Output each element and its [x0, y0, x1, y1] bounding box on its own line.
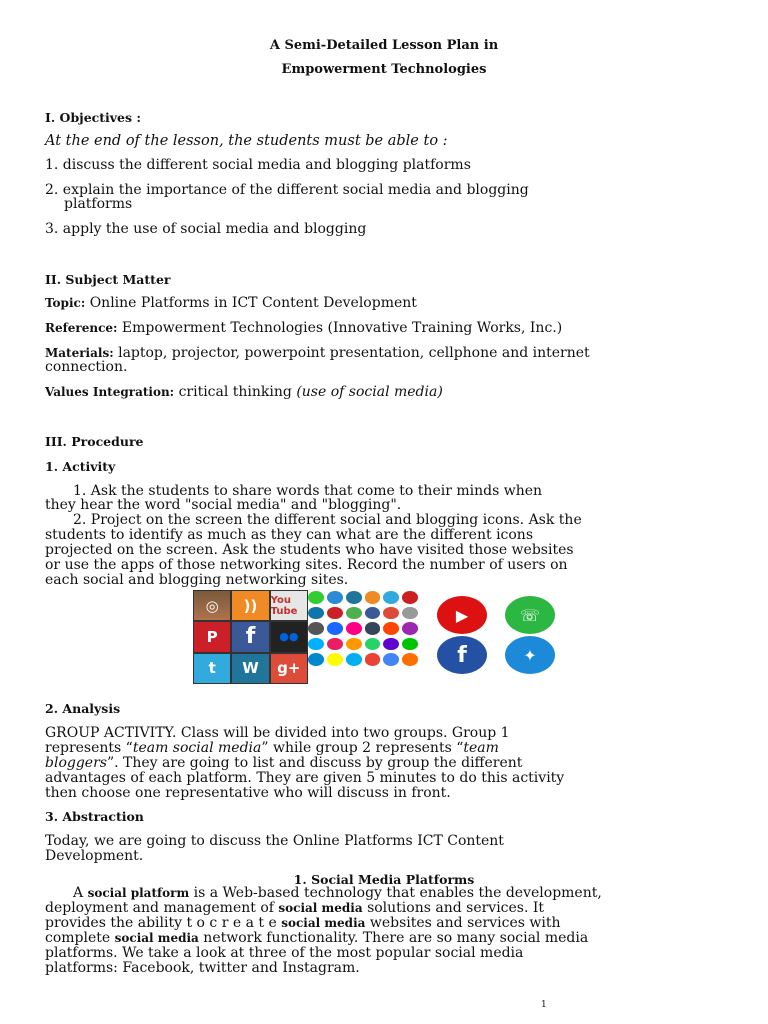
materials-label: Materials: — [45, 346, 114, 360]
para-bold: social media — [114, 931, 199, 945]
tumblr-icon — [365, 622, 381, 635]
analysis-italic: bloggers — [45, 755, 107, 771]
materials-value: laptop, projector, powerpoint presentation, cellphone and internet — [118, 345, 590, 361]
analysis-heading: 2. Analysis — [45, 701, 121, 716]
objective-item-2-cont: platforms — [64, 196, 133, 212]
reference-value: Empowerment Technologies (Innovative Training Works, Inc.) — [121, 320, 563, 336]
facebook-icon: f — [232, 622, 268, 651]
whatsapp-icon — [365, 638, 381, 651]
objectives-heading: I. Objectives : — [45, 110, 142, 125]
page-number: 1 — [541, 1000, 547, 1010]
abstraction-paragraph — [45, 886, 725, 901]
abstraction-line: Development. — [45, 848, 144, 864]
analysis-italic: team social media — [132, 740, 262, 756]
social-icons-grid-small — [307, 590, 419, 682]
youtube-icon: You Tube — [271, 591, 307, 620]
analysis-italic: team — [463, 740, 499, 756]
wordpress-icon — [346, 591, 362, 604]
digg-icon — [308, 622, 324, 635]
values-line — [45, 384, 443, 400]
social-media-platforms-heading: 1. Social Media Platforms — [293, 872, 475, 887]
snapchat-icon — [327, 653, 343, 666]
para-text: provides the ability t o c r e a t e — [45, 915, 277, 931]
facebook-icon — [365, 607, 381, 620]
blogger-icon — [346, 638, 362, 651]
googleplus-icon: g+ — [271, 654, 307, 683]
app-icon — [308, 638, 324, 651]
activity-line: 2. Project on the screen the different social and blogging icons. Ask the — [73, 512, 582, 528]
analysis-line: GROUP ACTIVITY. Class will be divided into two groups. Group 1 — [45, 725, 510, 741]
activity-line: they hear the word "social media" and "blogging". — [45, 497, 402, 513]
yahoo-icon — [383, 638, 399, 651]
topic-label: Topic: — [45, 296, 86, 310]
para-text: solutions and services. It — [367, 900, 545, 916]
abstraction-line: Today, we are going to discuss the Online Platforms ICT Content — [45, 833, 504, 849]
youtube-icon — [402, 591, 418, 604]
objectives-intro: At the end of the lesson, the students must be able to : — [45, 133, 448, 149]
line-icon — [402, 638, 418, 651]
flickr-icon: ●● — [271, 622, 307, 651]
behance-icon — [327, 622, 343, 635]
analysis-text: ”. They are going to list and discuss by group the different — [106, 755, 523, 771]
facebook-round-icon: f — [437, 636, 487, 674]
telegram-icon — [308, 653, 324, 666]
abstraction-paragraph — [45, 931, 725, 946]
activity-line: or use the apps of those networking sites. Record the number of users on — [45, 557, 568, 573]
twitter-icon — [383, 591, 399, 604]
para-bold: social media — [278, 901, 363, 915]
abstraction-paragraph — [45, 901, 725, 916]
topic-value: Online Platforms in ICT Content Development — [89, 295, 417, 311]
apple-icon — [402, 607, 418, 620]
para-text: is a Web-based technology that enables the development, — [193, 885, 602, 901]
document-title-line2: Empowerment Technologies — [281, 62, 487, 77]
linkedin-icon — [308, 607, 324, 620]
para-text: network functionality. There are so many social media — [203, 930, 589, 946]
app-icon — [402, 622, 418, 635]
activity-line: each social and blogging networking sites. — [45, 572, 349, 588]
skype-icon — [346, 653, 362, 666]
activity-line: projected on the screen. Ask the students who have visited those websites — [45, 542, 574, 558]
social-icons-grid-large — [193, 590, 308, 684]
reference-label: Reference: — [45, 321, 118, 335]
activity-line: 1. Ask the students to share words that come to their minds when — [73, 483, 543, 499]
abstraction-heading: 3. Abstraction — [45, 809, 144, 824]
pinterest-icon — [327, 607, 343, 620]
rss-icon — [365, 591, 381, 604]
topic-line — [45, 295, 417, 311]
abstraction-paragraph — [45, 916, 725, 931]
wordpress-icon: W — [232, 654, 268, 683]
dribbble-icon — [327, 638, 343, 651]
values-label: Values Integration: — [45, 385, 175, 399]
app-icon — [346, 607, 362, 620]
para-text: deployment and management of — [45, 900, 274, 916]
para-text: websites and services with — [369, 915, 561, 931]
abstraction-paragraph: platforms: Facebook, twitter and Instagram. — [45, 960, 360, 976]
rss-icon: )) — [232, 591, 268, 620]
reference-line — [45, 320, 562, 336]
objective-item-1: 1. discuss the different social media and blogging platforms — [45, 157, 471, 173]
analysis-line — [45, 755, 522, 771]
abstraction-paragraph: platforms. We take a look at three of the most popular social media — [45, 945, 524, 961]
values-value: critical thinking — [178, 384, 292, 400]
subject-heading: II. Subject Matter — [45, 272, 171, 287]
materials-line-cont: connection. — [45, 359, 128, 375]
para-text: complete — [45, 930, 111, 946]
instagram-icon: ◎ — [194, 591, 230, 620]
analysis-line: advantages of each platform. They are given 5 minutes to do this activity — [45, 770, 565, 786]
twitter-icon: t — [194, 654, 230, 683]
twitter-round-icon: ✦ — [505, 636, 555, 674]
app-icon — [402, 653, 418, 666]
googleplus-icon — [383, 607, 399, 620]
para-text: A — [73, 885, 84, 901]
app-icon — [383, 653, 399, 666]
analysis-line: then choose one representative who will discuss in front. — [45, 785, 451, 801]
whatsapp-round-icon: ☏ — [505, 596, 555, 634]
analysis-text: represents “ — [45, 740, 133, 756]
app-icon — [308, 591, 324, 604]
youtube-round-icon: ▶ — [437, 596, 487, 634]
document-title-line1: A Semi-Detailed Lesson Plan in — [269, 38, 499, 53]
gmail-icon — [365, 653, 381, 666]
para-bold: social platform — [87, 886, 190, 900]
pinterest-icon: P — [194, 622, 230, 651]
objective-item-3: 3. apply the use of social media and blogging — [45, 221, 367, 237]
procedure-heading: III. Procedure — [45, 434, 144, 449]
analysis-line — [45, 740, 499, 756]
para-bold: social media — [281, 916, 366, 930]
values-italic: (use of social media) — [296, 384, 443, 400]
activity-line: students to identify as much as they can what are the different icons — [45, 527, 534, 543]
activity-heading: 1. Activity — [45, 459, 116, 474]
reddit-icon — [383, 622, 399, 635]
messenger-icon — [327, 591, 343, 604]
objective-item-2: 2. explain the importance of the different social media and blogging — [45, 182, 529, 198]
analysis-text: ” while group 2 represents “ — [261, 740, 464, 756]
flickr-icon — [346, 622, 362, 635]
